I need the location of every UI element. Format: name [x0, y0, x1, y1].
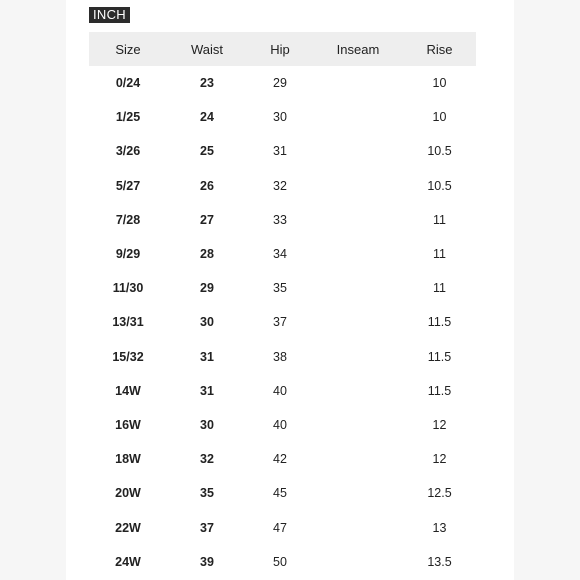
cell-waist: 37: [200, 520, 214, 535]
cell-hip: 35: [273, 281, 287, 296]
cell-rise: 12.5: [427, 486, 452, 501]
cell-inseam: [313, 476, 403, 510]
cell-rise: 10: [432, 110, 447, 125]
cell-rise: 13: [432, 520, 447, 535]
cell-hip: 30: [273, 110, 287, 125]
table-row: [89, 510, 476, 544]
header-inseam: Inseam: [336, 41, 380, 57]
cell-size: 22W: [115, 520, 141, 535]
header-waist: Waist: [190, 41, 224, 57]
cell-rise: 11.5: [427, 383, 452, 398]
cell-size: 13/31: [112, 315, 144, 330]
cell-hip: 32: [273, 178, 287, 193]
table-row: [89, 476, 476, 510]
cell-rise: 10.5: [427, 178, 452, 193]
cell-size: 15/32: [112, 349, 144, 364]
cell-inseam: [313, 237, 403, 271]
table-row: [89, 374, 476, 408]
cell-size: 7/28: [115, 212, 141, 227]
cell-inseam: [313, 442, 403, 476]
cell-size: 24W: [115, 554, 141, 569]
table-row: [89, 100, 476, 134]
cell-inseam: [313, 66, 403, 100]
cell-size: 9/29: [115, 247, 141, 262]
cell-hip: 45: [273, 486, 287, 501]
cell-waist: 35: [200, 486, 214, 501]
cell-waist: 31: [200, 349, 214, 364]
cell-rise: 13.5: [427, 554, 452, 569]
cell-waist: 27: [200, 212, 214, 227]
table-row: [89, 271, 476, 305]
cell-rise: 11: [433, 247, 446, 262]
cell-inseam: [313, 169, 403, 203]
cell-size: 3/26: [115, 144, 141, 159]
cell-hip: 42: [273, 452, 287, 467]
cell-waist: 39: [200, 554, 214, 569]
table-row: [89, 203, 476, 237]
cell-hip: 47: [273, 520, 287, 535]
cell-inseam: [313, 374, 403, 408]
cell-inseam: [313, 545, 403, 579]
cell-rise: 11: [433, 281, 446, 296]
table-row: [89, 545, 476, 579]
cell-hip: 38: [273, 349, 287, 364]
table-row: [89, 442, 476, 476]
cell-size: 14W: [115, 383, 141, 398]
cell-waist: 30: [200, 315, 214, 330]
cell-hip: 33: [273, 212, 287, 227]
cell-rise: 12: [432, 452, 447, 467]
cell-inseam: [313, 340, 403, 374]
table-row: [89, 305, 476, 339]
cell-size: 0/24: [115, 76, 141, 91]
cell-size: 11/30: [112, 281, 144, 296]
cell-rise: 10.5: [427, 144, 452, 159]
cell-inseam: [313, 510, 403, 544]
size-table: [89, 32, 476, 579]
cell-waist: 26: [200, 178, 214, 193]
table-row: [89, 237, 476, 271]
cell-waist: 24: [200, 110, 214, 125]
cell-hip: 50: [273, 554, 287, 569]
header-hip: Hip: [270, 41, 290, 57]
cell-inseam: [313, 305, 403, 339]
cell-inseam: [313, 134, 403, 168]
cell-rise: 10: [432, 76, 447, 91]
cell-size: 18W: [115, 452, 141, 467]
cell-waist: 32: [200, 452, 214, 467]
cell-hip: 31: [273, 144, 287, 159]
table-header-row: [89, 32, 476, 66]
cell-hip: 34: [273, 247, 287, 262]
cell-waist: 28: [200, 247, 214, 262]
cell-waist: 29: [200, 281, 214, 296]
header-rise: Rise: [426, 41, 453, 57]
cell-inseam: [313, 100, 403, 134]
cell-inseam: [313, 271, 403, 305]
cell-size: 20W: [115, 486, 141, 501]
table-row: [89, 66, 476, 100]
cell-waist: 25: [200, 144, 214, 159]
cell-rise: 11: [433, 212, 446, 227]
cell-waist: 31: [200, 383, 214, 398]
cell-size: 1/25: [115, 110, 141, 125]
cell-hip: 37: [273, 315, 287, 330]
cell-hip: 29: [273, 76, 287, 91]
cell-waist: 30: [200, 417, 214, 432]
unit-badge: INCH: [89, 7, 130, 23]
table-row: [89, 169, 476, 203]
cell-rise: 11.5: [427, 315, 452, 330]
header-size: Size: [115, 41, 141, 57]
cell-rise: 12: [432, 417, 447, 432]
cell-size: 5/27: [115, 178, 141, 193]
table-row: [89, 134, 476, 168]
cell-inseam: [313, 203, 403, 237]
table-row: [89, 340, 476, 374]
cell-hip: 40: [273, 383, 287, 398]
cell-size: 16W: [115, 417, 141, 432]
cell-waist: 23: [200, 76, 214, 91]
cell-rise: 11.5: [427, 349, 452, 364]
cell-hip: 40: [273, 417, 287, 432]
table-row: [89, 408, 476, 442]
cell-inseam: [313, 408, 403, 442]
